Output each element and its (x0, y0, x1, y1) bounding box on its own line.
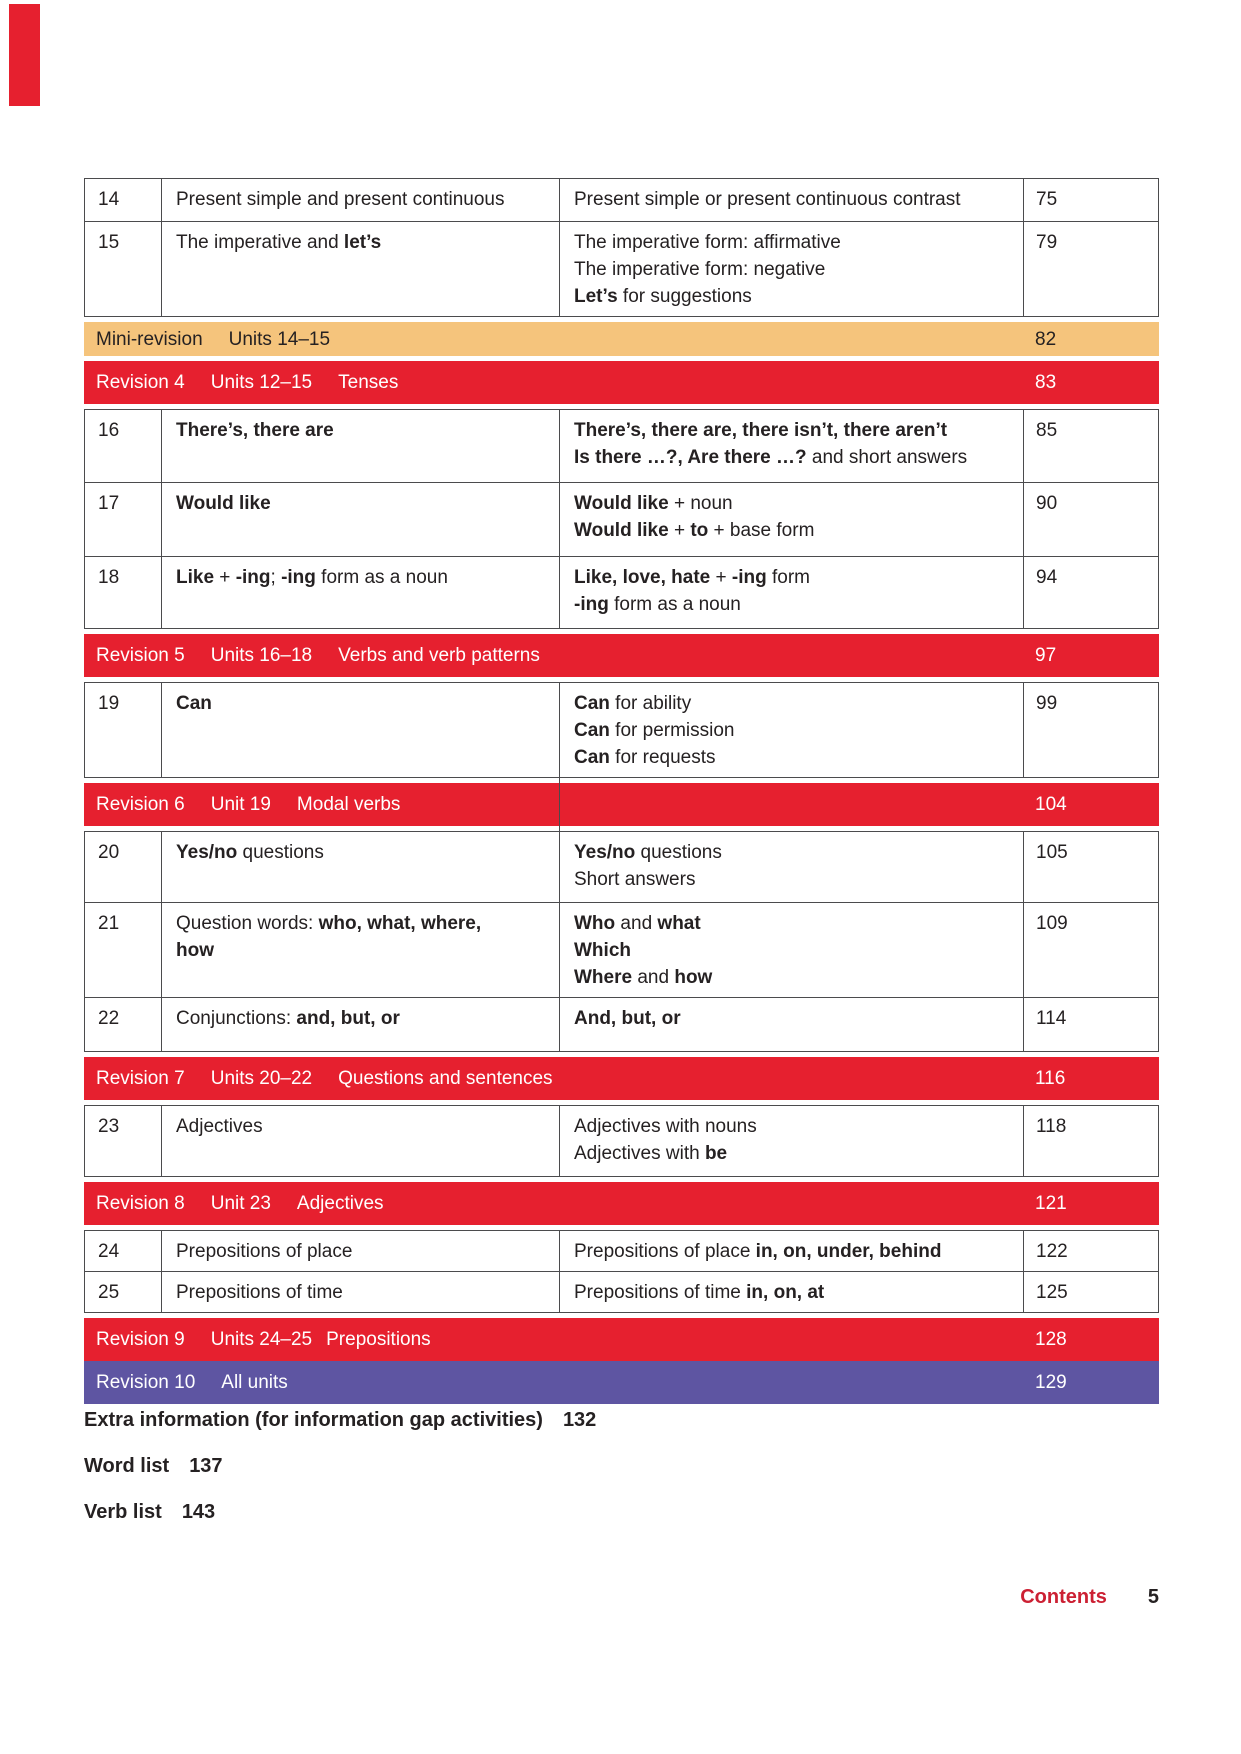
unit-title-line: Conjunctions: and, but, or (176, 1008, 400, 1029)
unit-contents-line: Would like + to + base form (574, 520, 815, 541)
unit-contents-line: Like, love, hate + -ing form (574, 567, 810, 588)
unit-contents-line: Adjectives with nouns (574, 1116, 757, 1137)
footer-item-page: 137 (189, 1455, 223, 1477)
revision-label-part: Adjectives (296, 1193, 384, 1214)
contents-label: Contents (1020, 1586, 1107, 1608)
page-number-cell: 125 (1036, 1282, 1068, 1303)
unit-title-cell (162, 179, 560, 221)
unit-row (84, 409, 1159, 483)
toc-table (84, 178, 1159, 1409)
unit-title-cell (162, 1106, 560, 1176)
page-number-cell: 109 (1036, 913, 1068, 934)
revision-page-number: 104 (1035, 794, 1067, 815)
unit-row (84, 1230, 1159, 1272)
revision-label-part: Units 14–15 (228, 328, 331, 350)
unit-row (84, 178, 1159, 222)
revision-label-part: Revision 5 (96, 645, 185, 666)
unit-title-line: how (176, 940, 214, 961)
column-divider-line (559, 778, 560, 831)
revision-label-part: Mini-revision (96, 328, 203, 350)
unit-contents-cell (560, 903, 1024, 997)
revision-label-part: Modal verbs (296, 794, 401, 815)
unit-title-line: Prepositions of time (176, 1282, 343, 1303)
revision-label-part: Verbs and verb patterns (338, 645, 540, 666)
unit-row (84, 997, 1159, 1052)
revision-label-part: Units 24–25 (210, 1329, 313, 1350)
revision-page-number: 97 (1035, 645, 1057, 666)
unit-contents-line: Adjectives with be (574, 1143, 728, 1164)
footer-item-label: Verb list (84, 1501, 162, 1523)
unit-contents-cell (560, 179, 1024, 221)
page-number-cell: 105 (1036, 842, 1068, 863)
unit-title-line: Prepositions of place (176, 1241, 353, 1262)
unit-title-line: Would like (176, 493, 271, 514)
page-number: 5 (1147, 1586, 1159, 1608)
revision-page-number: 116 (1035, 1068, 1066, 1089)
unit-number-cell: 17 (85, 483, 162, 556)
unit-title-cell (162, 1231, 560, 1271)
unit-title-line: Can (176, 693, 212, 714)
unit-contents-line: Is there …?, Are there …? and short answers (574, 447, 968, 468)
unit-title-line: Like + -ing; -ing form as a noun (176, 567, 448, 588)
unit-contents-line: Can for requests (574, 747, 716, 768)
page-number-cell: 94 (1036, 567, 1058, 588)
unit-number-cell: 24 (85, 1231, 162, 1271)
page-footer (84, 1583, 1159, 1611)
unit-contents-line: Prepositions of time in, on, at (574, 1282, 825, 1303)
unit-contents-cell (560, 1106, 1024, 1176)
unit-number-cell: 16 (85, 410, 162, 482)
page-number-cell: 85 (1036, 420, 1058, 441)
unit-title-line: Yes/no questions (176, 842, 324, 863)
unit-number-cell: 14 (85, 179, 162, 221)
unit-contents-line: Let’s for suggestions (574, 286, 752, 307)
revision-page-number: 129 (1035, 1372, 1067, 1393)
revision-page-number: 83 (1035, 372, 1057, 393)
unit-title-cell (162, 1272, 560, 1312)
unit-contents-cell (560, 998, 1024, 1051)
unit-contents-line: Can for permission (574, 720, 735, 741)
revision-label-part: Revision 8 (96, 1193, 185, 1214)
unit-row (84, 902, 1159, 998)
unit-number-cell: 20 (85, 832, 162, 902)
revision-row (84, 1057, 1159, 1100)
unit-title-line: There’s, there are (176, 420, 334, 441)
page-number-cell: 75 (1036, 189, 1058, 210)
unit-title-cell (162, 903, 560, 997)
unit-contents-line: And, but, or (574, 1008, 681, 1029)
page-number-cell: 122 (1036, 1241, 1068, 1262)
revision-label-part: Revision 9 (96, 1329, 185, 1350)
unit-contents-line: Can for ability (574, 693, 692, 714)
revision-label-part: Prepositions (326, 1329, 431, 1350)
footer-item-label: Word list (84, 1455, 170, 1477)
unit-contents-cell (560, 557, 1024, 628)
unit-contents-cell (560, 222, 1024, 316)
page-number-cell: 90 (1036, 493, 1058, 514)
revision-label-part: Revision 10 (96, 1372, 196, 1393)
revision-page-number: 121 (1035, 1193, 1067, 1214)
unit-row (84, 682, 1159, 778)
unit-contents-line: The imperative form: negative (574, 259, 826, 280)
revision-label-part: Units 12–15 (210, 372, 313, 393)
unit-title-cell (162, 483, 560, 556)
unit-contents-line: -ing form as a noun (574, 594, 741, 615)
revision-label-part: Unit 23 (210, 1193, 271, 1214)
unit-title-cell (162, 557, 560, 628)
bleed-mark (9, 4, 40, 106)
page-number-cell: 114 (1036, 1008, 1067, 1029)
unit-row (84, 1105, 1159, 1177)
revision-label-part: Units 16–18 (210, 645, 313, 666)
unit-title-cell (162, 683, 560, 777)
revision-label-part: Units 20–22 (210, 1068, 313, 1089)
unit-contents-cell (560, 683, 1024, 777)
footer-item-page: 143 (181, 1501, 216, 1523)
page-number-cell: 118 (1036, 1116, 1067, 1137)
revision-label-part: Revision 6 (96, 794, 185, 815)
unit-title-cell (162, 222, 560, 316)
unit-row (84, 482, 1159, 557)
revision-row (84, 361, 1159, 404)
unit-contents-cell (560, 832, 1024, 902)
unit-title-line: Adjectives (176, 1116, 263, 1137)
unit-contents-line: Short answers (574, 869, 696, 890)
footer-list (84, 1405, 596, 1543)
revision-label-part: Tenses (338, 372, 399, 393)
revision-label-part: All units (221, 1372, 288, 1393)
revision-label-part: Questions and sentences (338, 1068, 553, 1089)
unit-title-line: Present simple and present continuous (176, 189, 505, 210)
unit-contents-line: Who and what (574, 913, 701, 934)
unit-title-cell (162, 832, 560, 902)
unit-contents-cell (560, 483, 1024, 556)
unit-row (84, 831, 1159, 903)
revision-row (84, 783, 1159, 826)
unit-contents-line: Prepositions of place in, on, under, behind (574, 1241, 942, 1262)
unit-contents-cell (560, 410, 1024, 482)
revision-row (84, 634, 1159, 677)
unit-number-cell: 18 (85, 557, 162, 628)
unit-contents-line: Where and how (574, 967, 713, 988)
unit-contents-line: Which (574, 940, 631, 961)
revision-row (84, 1318, 1159, 1361)
footer-item (84, 1405, 596, 1435)
revision-label-part: Revision 4 (96, 372, 185, 393)
unit-row (84, 1271, 1159, 1313)
unit-number-cell: 15 (85, 222, 162, 316)
unit-number-cell: 21 (85, 903, 162, 997)
unit-contents-line: Yes/no questions (574, 842, 722, 863)
unit-number-cell: 19 (85, 683, 162, 777)
page-number-cell: 79 (1036, 232, 1058, 253)
unit-number-cell: 23 (85, 1106, 162, 1176)
footer-item-label: Extra information (for information gap activities) (84, 1409, 543, 1431)
footer-item (84, 1497, 596, 1527)
unit-title-cell (162, 410, 560, 482)
revision-label-part: Unit 19 (210, 794, 271, 815)
revision-page-number: 128 (1035, 1329, 1067, 1350)
unit-number-cell: 22 (85, 998, 162, 1051)
mini-revision-row (84, 322, 1159, 356)
footer-item-page: 132 (562, 1409, 597, 1431)
footer-item (84, 1451, 596, 1481)
revision-page-number: 82 (1035, 328, 1057, 350)
unit-title-line: The imperative and let’s (176, 232, 382, 253)
unit-contents-line: Present simple or present continuous contrast (574, 189, 961, 210)
unit-row (84, 556, 1159, 629)
unit-row (84, 221, 1159, 317)
unit-title-cell (162, 998, 560, 1051)
unit-contents-line: The imperative form: affirmative (574, 232, 841, 253)
unit-contents-cell (560, 1272, 1024, 1312)
page-number-cell: 99 (1036, 693, 1058, 714)
revision-row (84, 1182, 1159, 1225)
unit-number-cell: 25 (85, 1272, 162, 1312)
unit-contents-line: Would like + noun (574, 493, 733, 514)
unit-contents-cell (560, 1231, 1024, 1271)
unit-title-line: Question words: who, what, where, (176, 913, 482, 934)
revision-row (84, 1361, 1159, 1404)
revision-label-part: Revision 7 (96, 1068, 185, 1089)
unit-contents-line: There’s, there are, there isn’t, there aren’t (574, 420, 948, 441)
